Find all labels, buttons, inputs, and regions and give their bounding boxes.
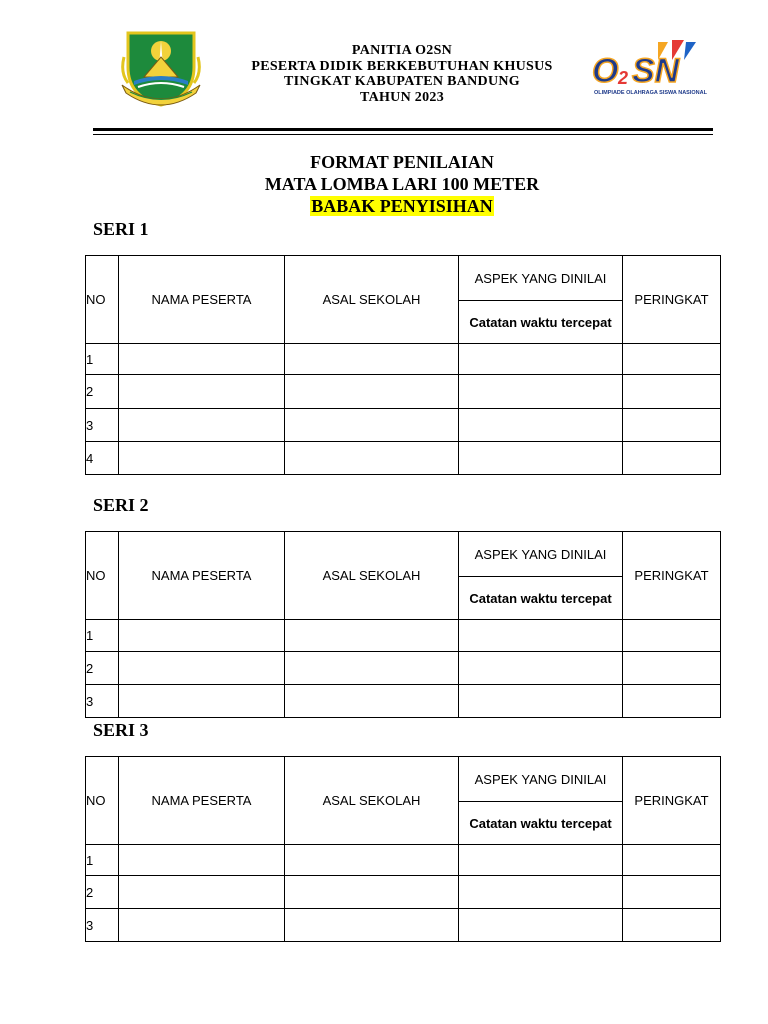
catatan-waktu-cell[interactable] bbox=[459, 652, 623, 685]
nama-peserta-cell[interactable] bbox=[119, 685, 285, 718]
seri-1-title: SERI 1 bbox=[93, 219, 149, 239]
west-java-emblem-icon bbox=[120, 27, 202, 109]
header-peringkat: PERINGKAT bbox=[623, 532, 721, 620]
header-catatan-waktu: Catatan waktu tercepat bbox=[459, 802, 623, 845]
header-peringkat: PERINGKAT bbox=[623, 757, 721, 845]
seri-1-table bbox=[85, 255, 721, 475]
o2sn-logo-icon bbox=[588, 40, 716, 100]
asal-sekolah-cell[interactable] bbox=[285, 620, 459, 652]
title-line-1: FORMAT PENILAIAN bbox=[310, 152, 494, 172]
header-divider-thin bbox=[93, 134, 713, 135]
peringkat-cell[interactable] bbox=[623, 876, 721, 909]
header-nama-peserta: NAMA PESERTA bbox=[119, 532, 285, 620]
header-aspek-yang-dinilai: ASPEK YANG DINILAI bbox=[459, 757, 623, 802]
table-row bbox=[86, 876, 721, 909]
row-number: 2 bbox=[86, 652, 119, 685]
seri-2-title: SERI 2 bbox=[93, 495, 149, 515]
table-row bbox=[86, 442, 721, 475]
nama-peserta-cell[interactable] bbox=[119, 409, 285, 442]
nama-peserta-cell[interactable] bbox=[119, 375, 285, 409]
catatan-waktu-cell[interactable] bbox=[459, 845, 623, 876]
asal-sekolah-cell[interactable] bbox=[285, 442, 459, 475]
row-number: 3 bbox=[86, 409, 119, 442]
nama-peserta-cell[interactable] bbox=[119, 652, 285, 685]
header-nama-peserta: NAMA PESERTA bbox=[119, 256, 285, 344]
header-nama-peserta: NAMA PESERTA bbox=[119, 757, 285, 845]
catatan-waktu-cell[interactable] bbox=[459, 620, 623, 652]
title-line-3-highlighted: BABAK PENYISIHAN bbox=[311, 196, 493, 216]
row-number: 1 bbox=[86, 620, 119, 652]
asal-sekolah-cell[interactable] bbox=[285, 909, 459, 942]
peringkat-cell[interactable] bbox=[623, 652, 721, 685]
asal-sekolah-cell[interactable] bbox=[285, 845, 459, 876]
catatan-waktu-cell[interactable] bbox=[459, 409, 623, 442]
catatan-waktu-cell[interactable] bbox=[459, 876, 623, 909]
catatan-waktu-cell[interactable] bbox=[459, 909, 623, 942]
table-row bbox=[86, 375, 721, 409]
svg-text:O: O bbox=[592, 52, 619, 90]
title-line-2: MATA LOMBA LARI 100 METER bbox=[264, 174, 540, 194]
asal-sekolah-cell[interactable] bbox=[285, 375, 459, 409]
header-aspek-yang-dinilai: ASPEK YANG DINILAI bbox=[459, 256, 623, 301]
nama-peserta-cell[interactable] bbox=[119, 909, 285, 942]
peringkat-cell[interactable] bbox=[623, 344, 721, 375]
catatan-waktu-cell[interactable] bbox=[459, 442, 623, 475]
seri-3-title: SERI 3 bbox=[93, 720, 149, 740]
header-no: NO bbox=[86, 532, 119, 620]
nama-peserta-cell[interactable] bbox=[119, 442, 285, 475]
asal-sekolah-cell[interactable] bbox=[285, 344, 459, 375]
svg-text:OLIMPIADE OLAHRAGA SISWA NASIO: OLIMPIADE OLAHRAGA SISWA NASIONAL bbox=[594, 90, 707, 96]
catatan-waktu-cell[interactable] bbox=[459, 375, 623, 409]
header-no: NO bbox=[86, 757, 119, 845]
row-number: 1 bbox=[86, 845, 119, 876]
row-number: 2 bbox=[86, 876, 119, 909]
peringkat-cell[interactable] bbox=[623, 845, 721, 876]
header-asal-sekolah: ASAL SEKOLAH bbox=[285, 256, 459, 344]
org-line-4: TAHUN 2023 bbox=[359, 89, 445, 105]
organizer-heading bbox=[214, 43, 590, 105]
seri-2-table bbox=[85, 531, 721, 718]
catatan-waktu-cell[interactable] bbox=[459, 344, 623, 375]
row-number: 1 bbox=[86, 344, 119, 375]
row-number: 3 bbox=[86, 909, 119, 942]
row-number: 4 bbox=[86, 442, 119, 475]
peringkat-cell[interactable] bbox=[623, 375, 721, 409]
header-catatan-waktu: Catatan waktu tercepat bbox=[459, 301, 623, 344]
peringkat-cell[interactable] bbox=[623, 909, 721, 942]
asal-sekolah-cell[interactable] bbox=[285, 876, 459, 909]
table-row bbox=[86, 845, 721, 876]
asal-sekolah-cell[interactable] bbox=[285, 685, 459, 718]
org-line-1: PANITIA O2SN bbox=[351, 43, 453, 58]
header-divider-thick bbox=[93, 128, 713, 131]
svg-text:SN: SN bbox=[632, 52, 680, 90]
header-asal-sekolah: ASAL SEKOLAH bbox=[285, 757, 459, 845]
table-row bbox=[86, 620, 721, 652]
table-row bbox=[86, 909, 721, 942]
table-row bbox=[86, 685, 721, 718]
row-number: 3 bbox=[86, 685, 119, 718]
svg-text:2: 2 bbox=[618, 68, 629, 88]
document-title bbox=[0, 151, 768, 217]
org-line-2: PESERTA DIDIK BERKEBUTUHAN KHUSUS bbox=[251, 58, 553, 74]
peringkat-cell[interactable] bbox=[623, 620, 721, 652]
catatan-waktu-cell[interactable] bbox=[459, 685, 623, 718]
header-peringkat: PERINGKAT bbox=[623, 256, 721, 344]
row-number: 2 bbox=[86, 375, 119, 409]
asal-sekolah-cell[interactable] bbox=[285, 409, 459, 442]
nama-peserta-cell[interactable] bbox=[119, 876, 285, 909]
table-row bbox=[86, 344, 721, 375]
header-catatan-waktu: Catatan waktu tercepat bbox=[459, 577, 623, 620]
header-aspek-yang-dinilai: ASPEK YANG DINILAI bbox=[459, 532, 623, 577]
nama-peserta-cell[interactable] bbox=[119, 344, 285, 375]
header-no: NO bbox=[86, 256, 119, 344]
peringkat-cell[interactable] bbox=[623, 442, 721, 475]
table-row bbox=[86, 652, 721, 685]
nama-peserta-cell[interactable] bbox=[119, 620, 285, 652]
header-asal-sekolah: ASAL SEKOLAH bbox=[285, 532, 459, 620]
peringkat-cell[interactable] bbox=[623, 409, 721, 442]
table-row bbox=[86, 409, 721, 442]
peringkat-cell[interactable] bbox=[623, 685, 721, 718]
asal-sekolah-cell[interactable] bbox=[285, 652, 459, 685]
org-line-3: TINGKAT KABUPATEN BANDUNG bbox=[284, 74, 520, 89]
nama-peserta-cell[interactable] bbox=[119, 845, 285, 876]
seri-3-table bbox=[85, 756, 721, 942]
